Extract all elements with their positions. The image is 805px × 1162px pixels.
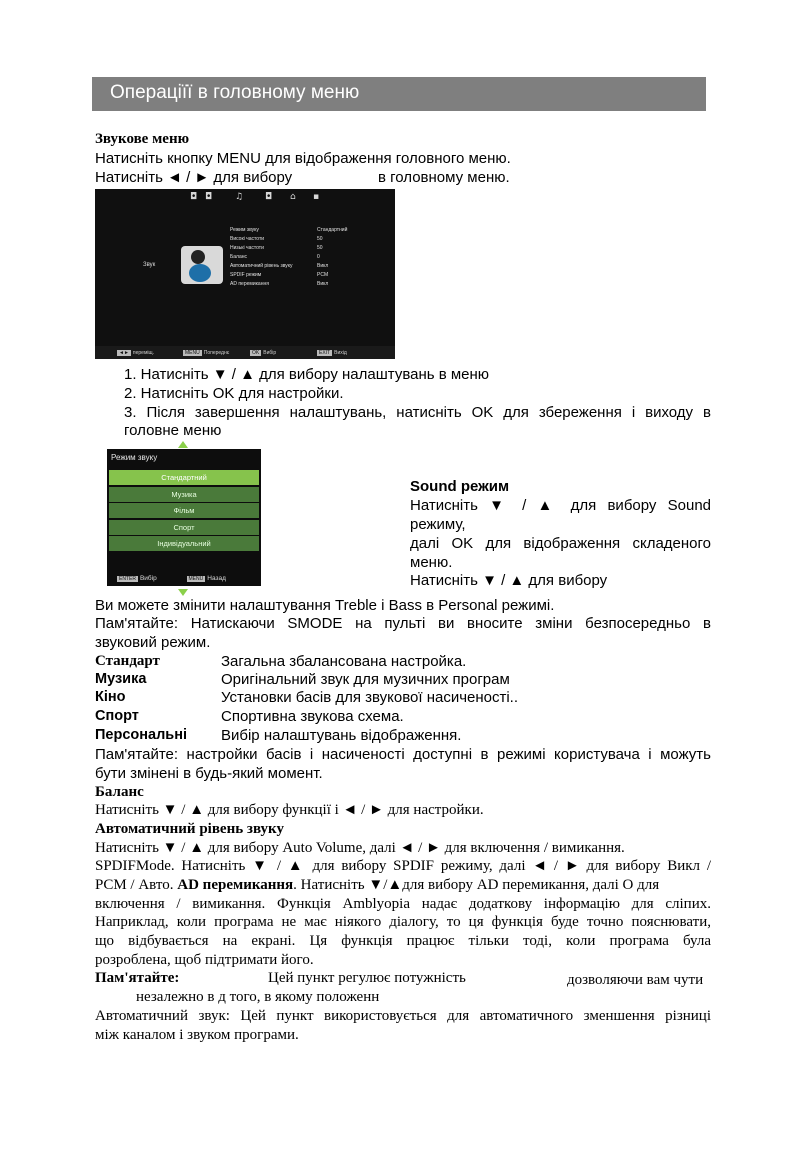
sound-tab-icon: ♫ [235,192,244,202]
sound-mode-screenshot [107,449,261,586]
remember-note-1: Пам'ятайте: Натискаючи SMODE на пульті ви вносите зміни безпосередньо в [95,615,711,632]
page-title: Операціїї в головному меню [110,82,360,103]
intro-line-2b: в головному меню. [378,169,510,186]
sound-mode-line-5: Натисніть ▼ / ▲ для вибору [410,572,608,589]
up-arrow-icon [178,441,188,448]
mode-option: Музика [109,487,259,502]
osd-row-label: SPDIF режим [230,272,262,278]
balance-heading: Баланс [95,784,144,800]
mode-name: Спорт [95,708,139,724]
remember-note-1-cont: звуковий режим. [95,634,211,651]
osd-row-label: Низькі частоти [230,245,264,251]
avl-line-6: що відбувається на екрані. Ця функція працює тільки тоді, коли програма була [95,933,711,949]
lock-tab-icon: ⌂ [290,192,296,202]
osd-row-label: Автоматичний рівень звуку [230,263,293,269]
osd-row-label: Режим звуку [230,227,259,233]
down-arrow-icon [178,589,188,596]
time-tab-icon: ◘ [265,192,273,202]
auto-sound-line-2: між каналом і звуком програми. [95,1027,299,1043]
avl-line-2: SPDIFMode. Натисніть ▼ / ▲ для вибору SPDIF режиму, далі ◄ / ► для вибору Викл / [95,858,711,874]
osd-footer [95,346,395,359]
sound-mode-line-1: Натисніть ▼ / ▲ для вибору Sound [410,497,711,514]
osd-mode-footer [117,575,226,582]
remember-3-line-2: незалежно в д того, в якому положенн [136,989,380,1005]
osd-mode-title: Режим звуку [111,453,158,462]
osd-row-value: 50 [317,245,323,251]
osd-footer-item: OK Вибір [252,350,277,356]
speaker-icon [181,246,223,284]
intro-line-2a: Натисніть ◄ / ► для вибору [95,169,293,186]
osd-row-value: Викл [317,281,329,287]
avl-line-7: розроблена, щоб підтримати його. [95,952,314,968]
avl-line-5: Наприклад, коли програма не має ніякого діалогу, то ця функція буде точно пояснювати, [95,914,711,930]
mode-description: Спортивна звукова схема. [221,708,404,725]
picture-tab-icon: ◘ [190,192,198,202]
osd-row-value: Викл [317,263,329,269]
osd-row-value: 0 [317,254,320,260]
balance-text: Натисніть ▼ / ▲ для вибору функції і ◄ / ► для настройки. [95,802,484,818]
mode-option: Фільм [109,503,259,518]
avl-heading: Автоматичний рівень звуку [95,821,284,837]
sound-mode-line-2: режиму, [410,516,466,533]
mode-description: Загальна збалансована настройка. [221,653,467,670]
mode-name: Стандарт [95,653,160,669]
osd-row-value: 50 [317,236,323,242]
osd-tab-bar [95,189,395,205]
step-3-cont: головне меню [124,422,222,439]
osd-footer-item: MENU Назад [188,575,226,582]
mode-name: Музика [95,671,147,687]
osd-row-value: PCM [317,272,329,278]
mode-option: Спорт [109,520,259,535]
step-2: 2. Натисніть OK для настройки. [124,385,344,402]
remember-note-2-cont: бути змінені в будь-який момент. [95,765,323,782]
sound-mode-title: Sound режим [410,478,510,495]
step-1: 1. Натисніть ▼ / ▲ для вибору налаштувань в меню [124,366,490,383]
intro-line-1: Натисніть кнопку MENU для відображення головного меню. [95,150,511,167]
mode-description: Вибір налаштувань відображення. [221,727,462,744]
channel-tab-icon: ◘ [205,192,213,202]
osd-footer-item: ENTER Вибір [119,575,157,582]
treble-bass-note: Ви можете змінити налаштування Treble і Bass в Personal режимі. [95,597,555,614]
sound-menu-screenshot [95,189,395,359]
avl-line-3: PCM / Авто. AD перемикання. Натисніть ▼/▲для вибору AD перемикання, далі О для [95,877,660,893]
osd-footer-item: ◄► переміщ. [119,350,155,356]
section-header-bar [92,77,706,111]
mode-option: Стандартний [109,470,259,485]
sound-mode-line-3: далі OK для відображення складеного [410,535,711,552]
osd-category-label: Звук [143,262,156,268]
osd-footer-item: EXIT Вихід [319,350,347,356]
setup-tab-icon: ▪ [313,192,320,202]
mode-option: Індивідуальний [109,536,259,551]
mode-description: Оригінальний звук для музичних програм [221,671,510,688]
avl-line-4: включення / вимикання. Функція Amblyopia надає додаткову інформацію для сліпих. [95,896,711,912]
osd-row-value: Стандартний [317,227,348,233]
remember-note-2: Пам'ятайте: настройки басів і насиченості доступні в режимі користувача і можуть [95,746,711,763]
osd-row-label: Баланс [230,254,248,260]
osd-row-label: Високі частоти [230,236,265,242]
remember-3-label: Пам'ятайте: [95,970,180,986]
auto-sound-line-1: Автоматичний звук: Цей пункт використовується для автоматичного зменшення різниці [95,1008,711,1024]
avl-line-1: Натисніть ▼ / ▲ для вибору Auto Volume, далі ◄ / ► для включення / вимикання. [95,840,625,856]
mode-name: Персональні [95,727,187,743]
sound-mode-line-4: меню. [410,554,453,571]
mode-description: Установки басів для звукової насиченості.. [221,689,519,706]
remember-3-right: дозволяючи вам чути [567,972,704,988]
sound-menu-heading: Звукове меню [95,131,190,147]
remember-3-mid: Цей пункт регулює потужність [268,970,466,986]
step-3: 3. Після завершення налаштувань, натисніть OK для збереження і виходу в [124,404,711,421]
osd-footer-item: MENU Попереднє [185,350,230,356]
mode-name: Кіно [95,689,126,705]
osd-row-label: AD перемикання [230,281,269,287]
